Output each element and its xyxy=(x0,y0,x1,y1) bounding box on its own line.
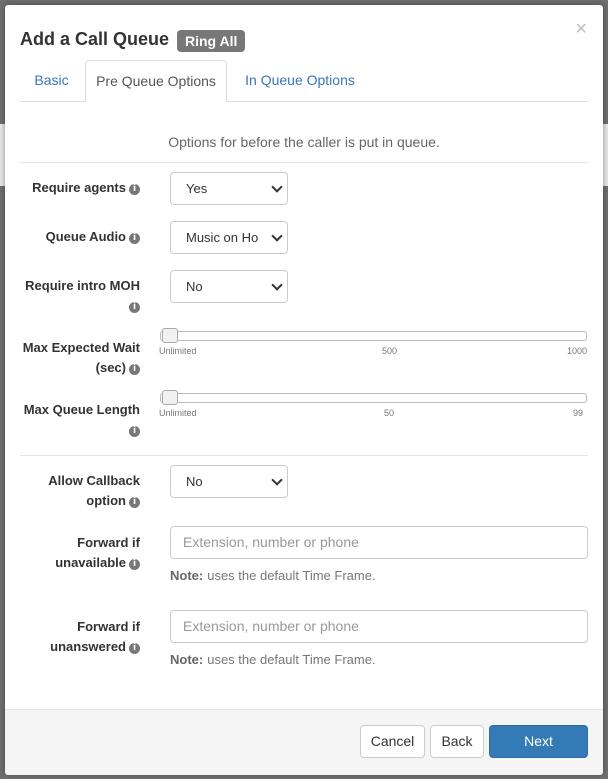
allow-callback-select[interactable]: No xyxy=(170,465,288,498)
close-icon[interactable]: × xyxy=(575,18,587,40)
divider xyxy=(20,455,588,456)
slider-tick-label: Unlimited xyxy=(159,346,197,356)
dialog-title: Add a Call Queue xyxy=(20,29,170,49)
chevron-down-icon xyxy=(271,230,282,241)
tab-in-queue-options[interactable]: In Queue Options xyxy=(245,72,355,88)
forward-unavailable-input[interactable]: Extension, number or phone xyxy=(170,526,588,559)
divider xyxy=(20,162,588,163)
info-icon[interactable]: i xyxy=(129,559,140,570)
add-call-queue-dialog xyxy=(5,5,603,774)
info-icon[interactable]: i xyxy=(129,302,140,313)
intro-text: Options for before the caller is put in queue. xyxy=(168,134,440,150)
slider-tick-label: 1000 xyxy=(567,346,588,356)
allow-callback-label: Allow Callback option i xyxy=(48,473,140,508)
max-expected-wait-slider-handle[interactable] xyxy=(162,328,178,343)
forward-unanswered-note: Note: uses the default Time Frame. xyxy=(170,652,376,667)
require-intro-moh-label: Require intro MOH i xyxy=(25,278,140,312)
max-expected-wait-slider[interactable] xyxy=(160,331,587,341)
slider-tick-label: 500 xyxy=(382,346,398,356)
cancel-button[interactable]: Cancel xyxy=(360,725,425,758)
chevron-down-icon xyxy=(271,279,282,290)
queue-audio-label: Queue Audio i xyxy=(46,227,140,247)
slider-tick-label: 99 xyxy=(573,408,584,418)
max-queue-length-slider-handle[interactable] xyxy=(162,390,178,405)
queue-audio-select[interactable]: Music on Ho xyxy=(170,221,288,254)
tab-bar xyxy=(20,60,588,102)
forward-unanswered-input[interactable]: Extension, number or phone xyxy=(170,610,588,643)
next-button[interactable]: Next xyxy=(489,725,588,758)
forward-unavailable-label: Forward if unavailable i xyxy=(55,535,140,570)
require-intro-moh-select[interactable]: No xyxy=(170,270,288,303)
info-icon[interactable]: i xyxy=(129,184,140,195)
info-icon[interactable]: i xyxy=(129,426,140,437)
info-icon[interactable]: i xyxy=(129,643,140,654)
tab-pre-queue-options[interactable]: Pre Queue Options xyxy=(85,60,227,102)
forward-unavailable-note: Note: uses the default Time Frame. xyxy=(170,568,376,583)
max-queue-length-label: Max Queue Length i xyxy=(23,402,140,436)
info-icon[interactable]: i xyxy=(129,497,140,508)
require-agents-select[interactable]: Yes xyxy=(170,172,288,205)
back-button[interactable]: Back xyxy=(430,725,484,758)
max-expected-wait-label: Max Expected Wait (sec) i xyxy=(22,340,140,375)
tab-basic[interactable]: Basic xyxy=(34,72,69,88)
slider-tick-label: 50 xyxy=(384,408,395,418)
info-icon[interactable]: i xyxy=(129,233,140,244)
ring-strategy-badge: Ring All xyxy=(177,30,245,52)
chevron-down-icon xyxy=(271,474,282,485)
max-queue-length-slider[interactable] xyxy=(160,393,587,403)
chevron-down-icon xyxy=(271,181,282,192)
require-agents-label: Require agents i xyxy=(32,178,140,198)
slider-tick-label: Unlimited xyxy=(159,408,197,418)
info-icon[interactable]: i xyxy=(129,364,140,375)
forward-unanswered-label: Forward if unanswered i xyxy=(50,619,140,654)
